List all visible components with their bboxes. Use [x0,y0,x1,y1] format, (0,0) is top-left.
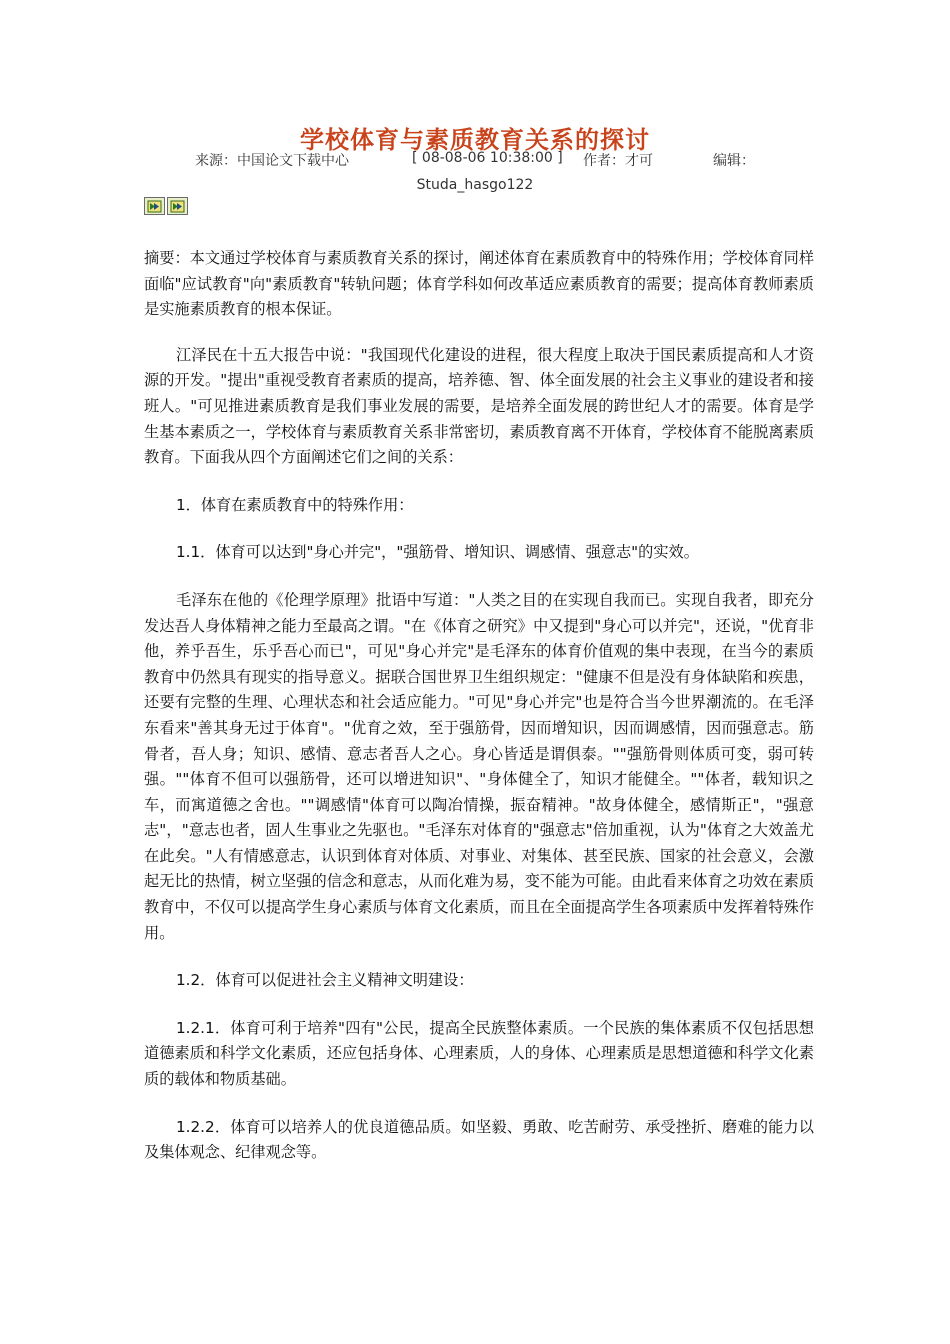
article-editor-name: Studa_hasgo122 [416,177,534,193]
article-editor-label: 编辑： [713,153,755,169]
article-body [144,246,814,1188]
toolbar-icons [144,197,188,215]
bookmark-icon[interactable] [167,197,188,215]
subsection-heading: 1.2．体育可以促进社会主义精神文明建设： [176,971,474,990]
article-timestamp: [ 08-08-06 10:38:00 ] [412,150,563,166]
bookmark-icon[interactable] [144,197,165,215]
section-heading: 1．体育在素质教育中的特殊作用： [176,495,414,514]
abstract-paragraph: 摘要：本文通过学校体育与素质教育关系的探讨，阐述体育在素质教育中的特殊作用；学校体育同样面临"应试教育"向"素质教育"转轨问题；体育学科如何改革适应素质教育的需要；提高体育教师素质是实施素质教育的根本保证。 [144,249,814,319]
article-title: 学校体育与素质教育关系的探讨 [300,126,650,154]
body-paragraph: 江泽民在十五大报告中说："我国现代化建设的进程，很大程度上取决于国民素质提高和人才资源的开发。"提出"重视受教育者素质的提高，培养德、智、体全面发展的社会主义事业的建设者和接班人。"可见推进素质教育是我们事业发展的需要，是培养全面发展的跨世纪人才的需要。体育是学生基本素质之一，学校体育与素质教育关系非常密切，素质教育离不开体育，学校体育不能脱离素质教育。下面我从四个方面阐述它们之间的关系： [144,345,814,467]
body-paragraph: 1.2.2．体育可以培养人的优良道德品质。如坚毅、勇敢、吃苦耐劳、承受挫折、磨难的能力以及集体观念、纪律观念等。 [144,1117,814,1162]
body-paragraph: 1.2.1．体育可利于培养"四有"公民，提高全民族整体素质。一个民族的集体素质不仅包括思想道德素质和科学文化素质，还应包括身体、心理素质，人的身体、心理素质是思想道德和科学文化素质的载体和物质基础。 [144,1018,814,1089]
subsection-heading: 1.1．体育可以达到"身心并完"，"强筋骨、增知识、调感情、强意志"的实效。 [176,543,699,562]
article-author: 作者：才可 [583,153,653,169]
article-source: 来源：中国论文下载中心 [195,153,349,169]
body-paragraph: 毛泽东在他的《伦理学原理》批语中写道："人类之目的在实现自我而已。实现自我者，即充分发达吾人身体精神之能力至最高之谓。"在《体育之研究》中又提到"身心可以并完"，还说，"优育非他，养乎吾生，乐乎吾心而已"，可见"身心并完"是毛泽东的体育价值观的集中表现，在当今的素质教育中仍然具有现实的指导意义。据联合国世界卫生组织规定："健康不但是没有身体缺陷和疾患，还要有完整的生理、心理状态和社会适应能力。"可见"身心并完"也是符合当今世界潮流的。在毛泽东看来"善其身无过于体育"。"优育之效，至于强筋骨，因而增知识，因而调感情，因而强意志。筋骨者，吾人身；知识、感情、意志者吾人之心。身心皆适是谓俱泰。""强筋骨则体质可变，弱可转强。""体育不但可以强筋骨，还可以增进知识"、"身体健全了，知识才能健全。""体者，载知识之车，而寓道德之舍也。""调感情"体育可以陶冶情操，振奋精神。"故身体健全，感情斯正"，"强意志"，"意志也者，固人生事业之先驱也。"毛泽东对体育的"强意志"倍加重视，认为"体育之大效盖尤在此矣。"人有情感意志，认识到体育对体质、对事业、对集体、甚至民族、国家的社会意义，会激起无比的热情，树立坚强的信念和意志，从而化难为易，变不能为可能。由此看来体育之功效在素质教育中，不仅可以提高学生身心素质与体育文化素质，而且在全面提高学生各项素质中发挥着特殊作用。 [144,590,814,942]
